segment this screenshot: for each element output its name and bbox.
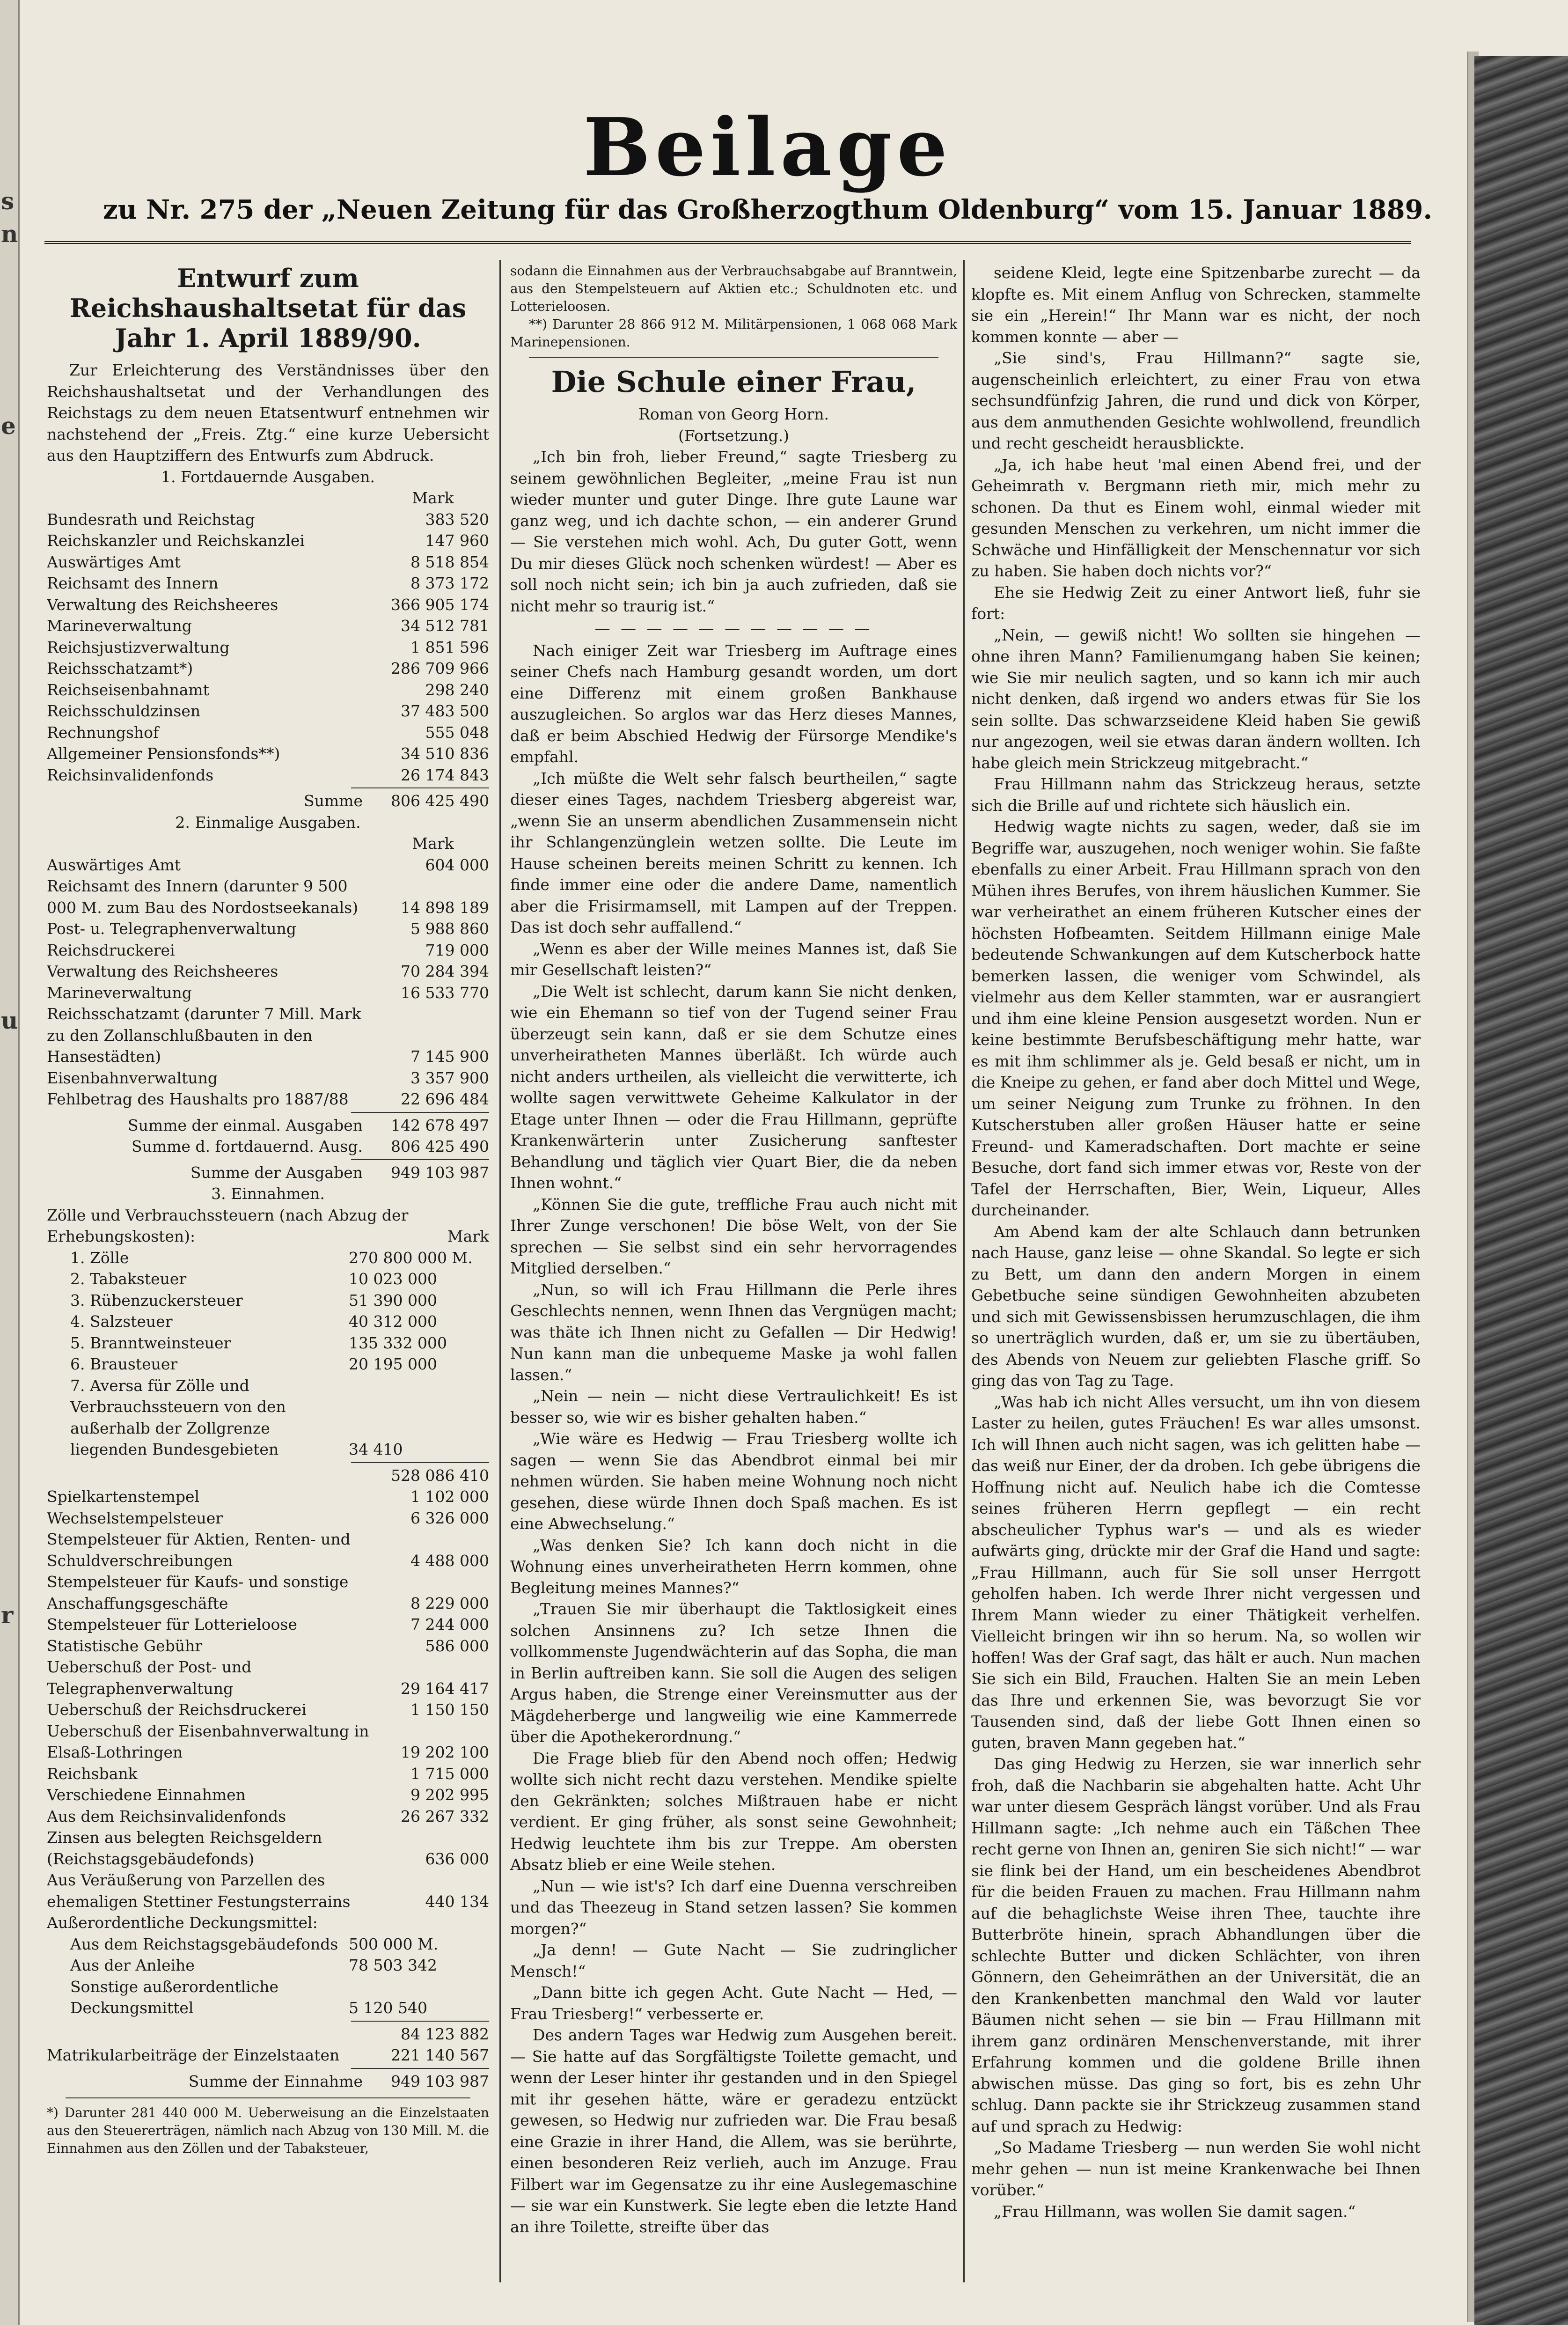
row-value: 22 696 484 <box>401 1090 489 1108</box>
row-value: 8 229 000 <box>410 1594 489 1612</box>
row-label: Stempelsteuer für Kaufs- und sonstige Anschaffungsgeschäfte <box>47 1573 349 1612</box>
row-label: 2. Tabaksteuer <box>70 1270 187 1288</box>
row-value: 1 851 596 <box>410 638 489 656</box>
table-row <box>47 615 489 637</box>
row-value: 26 267 332 <box>401 1807 489 1825</box>
footnote-rule <box>66 2097 470 2098</box>
table-row <box>70 1354 489 1375</box>
table-row <box>47 743 489 765</box>
paragraph: „Sie sind's, Frau Hillmann?“ sagte sie, augenscheinlich erleichtert, zu einer Frau von etwa sechsundfünfzig Jahren, die rund und dick von Körper, aus dem anmuthenden Gesichte wohlwollend, freundlich und recht gescheidt herausblickte. <box>971 349 1421 452</box>
table-row <box>47 700 489 722</box>
income-intro: Zölle und Verbrauchssteuern (nach Abzug der Erhebungskosten): <box>47 1206 409 1245</box>
row-label: Spielkartenstempel <box>47 1487 200 1506</box>
table-row <box>47 1699 489 1721</box>
row-label: Reichsinvalidenfonds <box>47 765 214 784</box>
paragraph: „Die Welt ist schlecht, darum kann Sie nicht denken, wie ein Ehemann so tief von der Tugend seiner Frau überzeugt sein kann, daß er sie dem Schutze eines unverheiratheten Mannes überläßt. Ich würde auch nicht anders urtheilen, als vielleicht die verwitterte, ich wollte sagen verwittwete Geheime Kalkulator in der Etage unter Ihnen — oder die Frau Hillmann, geprüfte Krankenwärterin unter Zusicherung sanftester Behandlung und täglich vier Quart Bier, die da neben Ihnen wohnt.“ <box>510 982 957 1192</box>
column-story-b <box>971 262 1421 2222</box>
row-value: 10 023 000 <box>349 1270 437 1288</box>
row-label: Aus Veräußerung von Parzellen des ehemaligen Stettiner Festungsterrains <box>47 1871 351 1911</box>
row-label: Sonstige außerordentliche Deckungsmittel <box>70 1977 279 2017</box>
table-row <box>47 552 489 573</box>
row-label: Auswärtiges Amt <box>47 855 181 874</box>
sum-value: 806 425 490 <box>391 792 489 810</box>
row-value: 270 800 000 M. <box>349 1248 473 1267</box>
row-value: 14 898 189 <box>401 898 489 917</box>
row-value: 383 520 <box>425 510 489 529</box>
row-label: Zinsen aus belegten Reichsgeldern (Reichstagsgebäudefonds) <box>47 1828 322 1868</box>
matricular-row <box>47 2045 489 2066</box>
table-row <box>47 1529 489 1571</box>
row-value: 16 533 770 <box>401 983 489 1002</box>
row-value: 719 000 <box>425 941 489 959</box>
row-value: 70 284 394 <box>401 962 489 980</box>
table-row <box>47 1721 489 1763</box>
budget-intro: Zur Erleichterung des Verständnisses über den Reichshaushaltsetat und der Verhandlungen des Reichstags zu dem neuen Etatsentwurf entnehmen wir nachstehend der „Freis. Ztg.“ eine kurze Uebersicht aus den Hauptziffern des Entwurfs zum Abdruck. <box>47 361 489 464</box>
row-value: 9 202 995 <box>410 1786 489 1804</box>
row-label: Ueberschuß der Post- und Telegraphenverwaltung <box>47 1658 252 1698</box>
row-label: Reichseisenbahnamt <box>47 680 209 699</box>
footnote: **) Darunter 28 866 912 M. Militärpensionen, 1 068 068 Mark Marinepensionen. <box>510 316 957 350</box>
story-paragraphs <box>971 262 1421 2222</box>
row-label: Allgemeiner Pensionsfonds**) <box>47 744 280 763</box>
row-label: Marineverwaltung <box>47 983 192 1002</box>
income-intro-row <box>47 1205 489 1247</box>
table-row <box>47 509 489 530</box>
extra-means-table <box>47 1934 489 2019</box>
extra-title: Außerordentliche Deckungsmittel: <box>47 1913 318 1932</box>
table-row <box>47 1827 489 1869</box>
row-label: Reichsschuldzinsen <box>47 702 201 720</box>
paragraph: „Nein, — gewiß nicht! Wo sollten sie hingehen — ohne ihren Mann? Familienumgang haben Sie keinen; wie Sie mir neulich sagten, und so kann ich mir auch nicht denken, daß irgend wo anders etwas für Sie los sein sollte. Das schwarzseidene Kleid haben Sie gewiß nur angezogen, weil sie etwas daran ändern wollten. Ich habe gleich mein Strickzeug mitgebracht.“ <box>971 625 1421 772</box>
table-row <box>47 1067 489 1089</box>
paragraph: „Was denken Sie? Ich kann doch nicht in die Wohnung eines unverheiratheten Herrn kommen, ohne Begleitung meines Mannes?“ <box>510 1536 957 1597</box>
row-label: Aus dem Reichsinvalidenfonds <box>47 1807 286 1825</box>
row-value: 37 483 500 <box>401 702 489 720</box>
customs-table <box>47 1247 489 1460</box>
row-value: 8 373 172 <box>410 574 489 592</box>
row-value: 286 709 966 <box>391 659 489 677</box>
table-row <box>47 1635 489 1657</box>
row-value: 3 357 900 <box>410 1068 489 1087</box>
row-label: 1. Zölle <box>70 1248 129 1267</box>
row-label: Verwaltung des Reichsheeres <box>47 962 278 980</box>
row-value: 26 174 843 <box>401 765 489 784</box>
row-value: 586 000 <box>425 1636 489 1655</box>
row-value: 7 244 000 <box>410 1615 489 1633</box>
paragraph: „Wenn es aber der Wille meines Mannes ist, daß Sie mir Gesellschaft leisten?“ <box>510 939 957 979</box>
row-value: 29 164 417 <box>401 1679 489 1698</box>
table-row <box>47 982 489 1004</box>
story-paragraphs <box>510 446 957 617</box>
row-label: Marineverwaltung <box>47 617 192 635</box>
total-row <box>47 1162 489 1184</box>
edge-letter: s <box>1 187 15 215</box>
row-label: Rechnungshof <box>47 723 159 742</box>
row-value: 34 510 836 <box>401 744 489 763</box>
row-value: 8 518 854 <box>410 552 489 571</box>
row-label: 4. Salzsteuer <box>70 1312 173 1331</box>
paragraph: Des andern Tages war Hedwig zum Ausgehen bereit. — Sie hatte auf das Sorgfältigste Toilette gemacht, und wenn der Leser hinter ihr gestanden und in den Spiegel mit ihr gesehen hätte, wäre er geradezu entzückt gewesen, so Hedwig nur zufrieden war. Die Frau besaß eine Grazie in ihrer Hand, die Allem, was sie berührte, einen besonderen Reiz verlieh, auch im Anzuge. Frau Filbert war im Gegensatze zu ihr eine Auslegemaschine — sie war ein Kunstwerk. Sie legte eben die letzte Hand an ihre Toilette, streifte über das <box>510 2026 957 2236</box>
row-label: Wechselstempelsteuer <box>47 1508 223 1527</box>
row-value: 147 960 <box>425 531 489 550</box>
sum-value: 142 678 497 <box>391 1116 489 1134</box>
row-label: Verwaltung des Reichsheeres <box>47 595 278 614</box>
row-value: 604 000 <box>425 855 489 874</box>
story-continued: (Fortsetzung.) <box>678 426 789 445</box>
column-story-a <box>510 262 957 2237</box>
paragraph: Ehe sie Hedwig Zeit zu einer Antwort ließ, fuhr sie fort: <box>971 583 1421 623</box>
fixed-expenses-table <box>47 509 489 786</box>
table-row <box>70 1955 489 1976</box>
paragraph: „Ja denn! — Gute Nacht — Sie zudringlicher Mensch!“ <box>510 1941 957 1980</box>
sum-row <box>47 1115 489 1136</box>
row-value: 1 150 150 <box>410 1700 489 1719</box>
page-title: Beilage <box>583 101 953 194</box>
sum-rule <box>351 2021 489 2022</box>
row-value: 636 000 <box>425 1849 489 1868</box>
table-row <box>70 1976 489 2019</box>
paragraph: Am Abend kam der alte Schlauch dann betrunken nach Hause, ganz leise — ohne Skandal. So legte er sich zu Bett, um dann den andern Morgen in einem Gebetbuche seine sündigen Gewohnheiten abzubeten und sich mit Gewissensbissen herumzuschlagen, die ihm so unerträglich wurden, daß er, um sie zu übertäuben, des Abends von Neuem zur geliebten Flasche griff. So ging das von Tag zu Tage. <box>971 1222 1421 1390</box>
row-label: Stempelsteuer für Lotterieloose <box>47 1615 297 1633</box>
story-title: Die Schule einer Frau, <box>551 365 916 399</box>
row-value: 135 332 000 <box>349 1333 447 1352</box>
column-budget <box>47 262 489 2157</box>
table-row <box>47 1571 489 1614</box>
table-row <box>47 1806 489 1827</box>
row-value: 5 120 540 <box>349 1999 427 2017</box>
paragraph: „So Madame Triesberg — nun werden Sie wohl nicht mehr gehen — nun ist meine Krankenwache bei Ihnen vorüber.“ <box>971 2138 1421 2199</box>
sum-rule <box>351 1112 489 1113</box>
sum-label: Summe der einmal. Ausgaben <box>128 1116 363 1134</box>
row-value: 1 102 000 <box>410 1487 489 1506</box>
row-value: 51 390 000 <box>349 1291 437 1310</box>
onetime-expenses-table <box>47 854 489 1110</box>
row-label: 3. Rübenzuckersteuer <box>70 1291 243 1310</box>
footnote: *) Darunter 281 440 000 M. Ueberweisung an die Einzelstaaten aus den Steuererträgen, nämlich nach Abzug von 130 Mill. M. die Einnahmen aus den Zöllen und der Tabaksteuer, <box>47 2105 489 2156</box>
paragraph: Hedwig wagte nichts zu sagen, weder, daß sie im Begriffe war, auszugehen, noch weniger wohin. Sie faßte ebenfalls zu einer Arbeit. Frau Hillmann sprach von den Mühen ihres Berufes, von ihrem häuslichen Kummer. Sie war verheirathet an einem früheren Kutscher eines der höchsten Hofbeamten. Seitdem Hillmann einige Male bedeutende Schwankungen auf dem Kutscherbock hatte bemerken lassen, die weniger vom Schwindel, als vielmehr aus dem Keller stammten, war er ausrangiert und ihm eine kleine Pension ausgesetzt worden. Nun er keine bestimmte Berufsbeschäftigung mehr hatte, war es mit ihm schlimmer als je. Geld besaß er nicht, um in die Kneipe zu gehen, er fand aber doch Mittel und Wege, um seiner Neigung zum Trunke zu fröhnen. In den Kutscherstuben aller großen Häuser hatte er seine Freund- und Kameradschaften. Dort machte er seine Besuche, dort fand sich immer etwas vor, Reste von der Tafel der Herrschaften, Bier, Wein, Liqueur, Alles durcheinander. <box>971 817 1421 1219</box>
table-row <box>47 637 489 658</box>
paragraph: „Ja, ich habe heut 'mal einen Abend frei, und der Geheimrath v. Bergmann rieth mir, mich mehr zu schonen. Da thut es Einem wohl, einmal wieder mit gesunden Menschen zu verkehren, um nicht immer die Schwäche und Hinfälligkeit der Menschennatur vor sich zu haben. Sie haben doch nichts vor?“ <box>971 455 1421 580</box>
row-value: 34 410 <box>349 1440 403 1458</box>
paragraph: „Was hab ich nicht Alles versucht, um ihn von diesem Laster zu heilen, gutes Fräuchen! Es war alles umsonst. Ich will Ihnen auch nicht sagen, was ich gelitten habe — das weiß nur Einer, der da droben. Ich gebe übrigens die Hoffnung nicht auf. Neulich habe ich die Comtesse seines früheren Herrn gepflegt — ein recht abscheulicher Typhus war's — und als es wieder aufwärts ging, drückte mir der Graf die Hand und sagte: „Frau Hillmann, auch für Sie soll unser Herrgott geholfen haben. Ich werde Ihrer nicht vergessen und Ihrem Mann wieder zu einer Thätigkeit verhelfen. Vielleicht bringen wir ihn so herum. Na, so wollen wir hoffen! Was der Graf sagt, das hält er auch. Nun machen Sie sich ein Bild, Frauchen. Halten Sie an mein Leben das Ihre und erkennen Sie, was bevorzugt Sie vor Tausenden sind, daß der liebe Gott Ihnen einen so guten, braven Mann gegeben hat.“ <box>971 1392 1421 1752</box>
table-row <box>70 1375 489 1460</box>
story-paragraphs <box>510 640 957 2238</box>
sum-rule <box>351 1159 489 1160</box>
sum-value: 528 086 410 <box>391 1466 489 1485</box>
section-title: 1. Fortdauernde Ausgaben. <box>161 467 375 486</box>
table-row <box>70 1332 489 1354</box>
column-rule <box>963 260 965 2282</box>
table-row <box>47 1614 489 1635</box>
row-value: 500 000 M. <box>349 1935 439 1953</box>
row-value: 7 145 900 <box>410 1047 489 1066</box>
table-row <box>47 530 489 552</box>
paragraph: „Nun, so will ich Frau Hillmann die Perle ihres Geschlechts nennen, wenn Ihnen das Vergnügen macht; was thäte ich Ihnen nicht zu Gefallen — Dir Hedwig! Nun kann man die unbequeme Maske ja wohl fallen lassen.“ <box>510 1280 957 1384</box>
row-value: 1 715 000 <box>410 1764 489 1783</box>
edge-letter: n <box>1 220 18 248</box>
sum-value: 806 425 490 <box>391 1137 489 1155</box>
paragraph: „Dann bitte ich gegen Acht. Gute Nacht — Hed, — Frau Triesberg!“ verbesserte er. <box>510 1983 957 2023</box>
paragraph: „Wie wäre es Hedwig — Frau Triesberg wollte ich sagen — wenn Sie das Abendbrot einmal bei mir nehmen würden. Sie haben meine Wohnung noch nicht gesehen, diese würde Ihnen doch Spaß machen. Es ist eine Abwechselung.“ <box>510 1429 957 1533</box>
edge-letter: e <box>1 412 16 440</box>
row-value: 366 905 174 <box>391 595 489 614</box>
row-label: Bundesrath und Reichstag <box>47 510 255 529</box>
previous-page-edge <box>0 0 20 2325</box>
table-row <box>47 765 489 786</box>
row-label: Ueberschuß der Eisenbahnverwaltung in Elsaß-Lothringen <box>47 1722 369 1761</box>
footnote-continued: sodann die Einnahmen aus der Verbrauchsabgabe auf Branntwein, aus den Stempelsteuern auf Aktien etc.; Schuldnoten etc. und Lotterieloosen. <box>510 263 957 314</box>
paragraph: „Können Sie die gute, treffliche Frau auch nicht mit Ihrer Zunge verschonen! Die böse Welt, von der Sie sprechen — Sie selbst sind ein sehr hervorragendes Mitglied derselben.“ <box>510 1195 957 1277</box>
sum-value: 84 123 882 <box>401 2024 489 2043</box>
row-label: 5. Branntweinsteuer <box>70 1333 231 1352</box>
paragraph: Frau Hillmann nahm das Strickzeug heraus, setzte sich die Brille auf und richtete sich häuslich ein. <box>971 775 1421 815</box>
story-author: Roman von Georg Horn. <box>638 405 829 423</box>
row-label: Matrikularbeiträge der Einzelstaaten <box>47 2046 340 2064</box>
table-row <box>47 1656 489 1699</box>
header-rule <box>44 241 1411 244</box>
sum-row <box>47 1136 489 1157</box>
row-label: Reichsamt des Innern <box>47 574 219 592</box>
row-label: Reichsschatzamt*) <box>47 659 193 677</box>
paragraph: „Trauen Sie mir überhaupt die Taktlosigkeit eines solchen Ansinnens zu? Ich setze Ihnen die vollkommenste Jugendwächterin auf das Sopha, die man in Berlin auftreiben kann. Sie soll die Augen des seligen Argus haben, die Strenge einer Vereinsmutter aus der Mägdeherberge und langweilig wie eine Kammerrede über die Apothekerordnung.“ <box>510 1600 957 1746</box>
row-label: Fehlbetrag des Haushalts pro 1887/88 <box>47 1090 349 1108</box>
row-value: 5 988 860 <box>410 920 489 938</box>
budget-heading: Entwurf zum Reichshaushaltsetat für das Jahr 1. April 1889/90. <box>69 263 467 353</box>
row-label: Auswärtiges Amt <box>47 552 181 571</box>
table-row <box>47 876 489 918</box>
scene-break: — — — — — — — — — — — <box>594 619 873 637</box>
row-label: Reichsbank <box>47 1764 138 1783</box>
row-value: 78 503 342 <box>349 1956 437 1974</box>
table-row <box>47 679 489 701</box>
row-label: 7. Aversa für Zölle und Verbrauchssteuern von den außerhalb der Zollgrenze liegenden Bundesgebieten <box>70 1376 286 1458</box>
income-total-row <box>47 2071 489 2092</box>
sum-row <box>47 2023 489 2045</box>
row-value: 20 195 000 <box>349 1355 437 1373</box>
row-label: 6. Brausteuer <box>70 1355 178 1373</box>
paragraph: „Ich bin froh, lieber Freund,“ sagte Triesberg zu seinem gewöhnlichen Begleiter, „meine Frau ist nun wieder munter und guter Dinge. Ihre gute Laune war ganz weg, und ich dachte schon, — ein anderer Grund — Sie verstehen mich wohl. Ach, Du guter Gott, wenn Du mir dieses Glück noch schenken würdest! — Aber es soll noch nicht sein; ich bin ja auch zufrieden, daß sie nicht mehr so traurig ist.“ <box>510 448 957 615</box>
edge-letter: u <box>1 1007 18 1034</box>
row-label: Reichsjustizverwaltung <box>47 638 230 656</box>
row-value: 19 202 100 <box>401 1743 489 1761</box>
table-row <box>47 940 489 961</box>
row-value: 6 326 000 <box>410 1508 489 1527</box>
table-row <box>70 1268 489 1290</box>
sum-label: Summe d. fortdauernd. Ausg. <box>131 1137 363 1155</box>
row-value: 298 240 <box>425 680 489 699</box>
table-row <box>47 918 489 940</box>
sum-rule <box>351 787 489 788</box>
unit-label: Mark <box>447 1227 489 1245</box>
sum-row <box>47 1465 489 1486</box>
table-row <box>47 961 489 982</box>
sum-label: Summe der Einnahme <box>188 2072 363 2090</box>
edge-letter: r <box>1 1601 14 1629</box>
row-value: 34 512 781 <box>401 617 489 635</box>
row-label: Reichskanzler und Reichskanzlei <box>47 531 305 550</box>
row-value: 221 140 567 <box>391 2046 489 2064</box>
sum-value: 949 103 987 <box>391 1163 489 1182</box>
table-row <box>47 573 489 594</box>
row-label: Statistische Gebühr <box>47 1636 203 1655</box>
table-row <box>70 1311 489 1332</box>
table-row <box>47 1486 489 1508</box>
sum-label: Summe <box>304 792 363 810</box>
unit-label: Mark <box>412 834 454 853</box>
table-row <box>47 658 489 679</box>
row-value: 40 312 000 <box>349 1312 437 1331</box>
table-row <box>47 722 489 743</box>
row-value: 555 048 <box>425 723 489 742</box>
sum-rule <box>351 1462 489 1463</box>
table-row <box>70 1247 489 1269</box>
paragraph: „Frau Hillmann, was wollen Sie damit sagen.“ <box>994 2202 1356 2221</box>
row-label: Stempelsteuer für Aktien, Renten- und Schuldverschreibungen <box>47 1530 351 1570</box>
sum-label: Summe der Ausgaben <box>190 1163 363 1182</box>
table-row <box>47 854 489 876</box>
paragraph: seidene Kleid, legte eine Spitzenbarbe zurecht — da klopfte es. Mit einem Anflug von Schrecken, stammelte sie ein „Herein!“ Ihr Mann war es nicht, der noch kommen konnte — aber — <box>971 264 1421 346</box>
table-row <box>47 1869 489 1912</box>
page-subtitle: zu Nr. 275 der „Neuen Zeitung für das Großherzogthum Oldenburg“ vom 15. Januar 1889. <box>103 194 1432 225</box>
row-label: Ueberschuß der Reichsdruckerei <box>47 1700 307 1719</box>
paragraph: „Ich müßte die Welt sehr falsch beurtheilen,“ sagte dieser eines Tages, nachdem Triesberg abgereist war, „wenn Sie an unserm abendlichen Zusammensein nicht ihr Schlangenzünglein wetzen sollte. Die Leute im Hause scheinen bereits meinen Schritt zu kennen. Ich finde immer eine oder die andere Dame, namentlich aber die Frisirmamsell, mit Lampen auf der Treppen. Das ist doch sehr auffallend.“ <box>510 769 957 936</box>
section-title: 3. Einnahmen. <box>211 1185 325 1203</box>
table-row <box>47 1763 489 1785</box>
row-value: 4 488 000 <box>410 1551 489 1570</box>
paragraph: „Nun — wie ist's? Ich darf eine Duenna verschreiben und das Theezeug in Stand setzen lassen? Sie kommen morgen?“ <box>510 1876 957 1938</box>
row-label: Post- u. Telegraphenverwaltung <box>47 920 296 938</box>
paragraph: Das ging Hedwig zu Herzen, sie war innerlich sehr froh, daß die Nachbarin sie abgehalten hatte. Acht Uhr war unter diesem Gespräch längst vorüber. Und als Frau Hillmann sagte: „Ich nehme auch ein Täßchen Thee recht gerne von Ihnen an, geniren Sie sich nicht!“ — war sie flink bei der Hand, um ein bescheidenes Abendbrot für die beiden Frauen zu machen. Frau Hillmann nahm auf die behaglichste Weise ihren Thee, tauchte ihre Butterbröte hinein, sprach Abhandlungen über die schlechte Butter und dicken Schlächter, von ihren Gönnern, den Geheimräthen an der Universität, die an den Krankenbetten manchmal den Wald vor lauter Bäumen nicht sehen — sie bin — Frau Hillmann mit ihrem ganz ordinären Menschenverstande, mit ihrer Erfahrung kommen und die goldene Brille ihnen abwischen müsse. Das ging so fort, bis es zehn Uhr schlug. Dann packte sie ihr Strickzeug zusammen stand auf und sprach zu Hedwig: <box>971 1755 1421 2135</box>
table-row <box>70 1290 489 1311</box>
row-label: Eisenbahnverwaltung <box>47 1068 218 1087</box>
section-rule <box>529 357 938 358</box>
sum-rule <box>351 2068 489 2069</box>
unit-row <box>47 833 489 854</box>
table-row <box>47 1784 489 1806</box>
table-row <box>47 594 489 616</box>
table-row <box>70 1934 489 1955</box>
row-label: Reichsschatzamt (darunter 7 Mill. Mark zu den Zollanschlußbauten in den Hansestädten) <box>47 1005 361 1066</box>
income-table <box>47 1486 489 1912</box>
table-row <box>47 1508 489 1529</box>
row-label: Verschiedene Einnahmen <box>47 1786 246 1804</box>
sum-value: 949 103 987 <box>391 2072 489 2090</box>
table-row <box>47 1089 489 1110</box>
row-label: Reichsamt des Innern (darunter 9 500 000 M. zum Bau des Nordostseekanals) <box>47 877 359 917</box>
paragraph: Nach einiger Zeit war Triesberg im Auftrage eines seiner Chefs nach Hamburg gesandt worden, um dort eine Differenz mit einem großen Bankhause auszugleichen. So arglos war das Herz dieses Mannes, daß er beim Abschied Hedwig der Fürsorge Mendike's empfahl. <box>510 641 957 766</box>
row-value: 440 134 <box>425 1892 489 1911</box>
section-title: 2. Einmalige Ausgaben. <box>175 813 361 831</box>
table-row <box>47 1003 489 1067</box>
paragraph: Die Frage blieb für den Abend noch offen; Hedwig wollte sich nicht recht dazu verstehen. Mendike spielte den Gekränkten; solches Mißtrauen habe er nicht verdient. Er ging früher, als sonst seine Gewohnheit; Hedwig leuchtete ihm bis zur Treppe. Am obersten Absatz blieb er eine Weile stehen. <box>510 1749 957 1874</box>
row-label: Aus dem Reichstagsgebäudefonds <box>70 1935 338 1953</box>
sum-row <box>47 790 489 812</box>
column-rule <box>499 260 501 2282</box>
marbled-cover-edge <box>1474 56 1568 2325</box>
row-label: Aus der Anleihe <box>70 1956 195 1974</box>
paragraph: „Nein — nein — nicht diese Vertraulichkeit! Es ist besser so, wie wir es bisher gehalten haben.“ <box>510 1387 957 1427</box>
row-label: Reichsdruckerei <box>47 941 175 959</box>
unit-row <box>47 487 489 509</box>
unit-label: Mark <box>412 489 454 507</box>
